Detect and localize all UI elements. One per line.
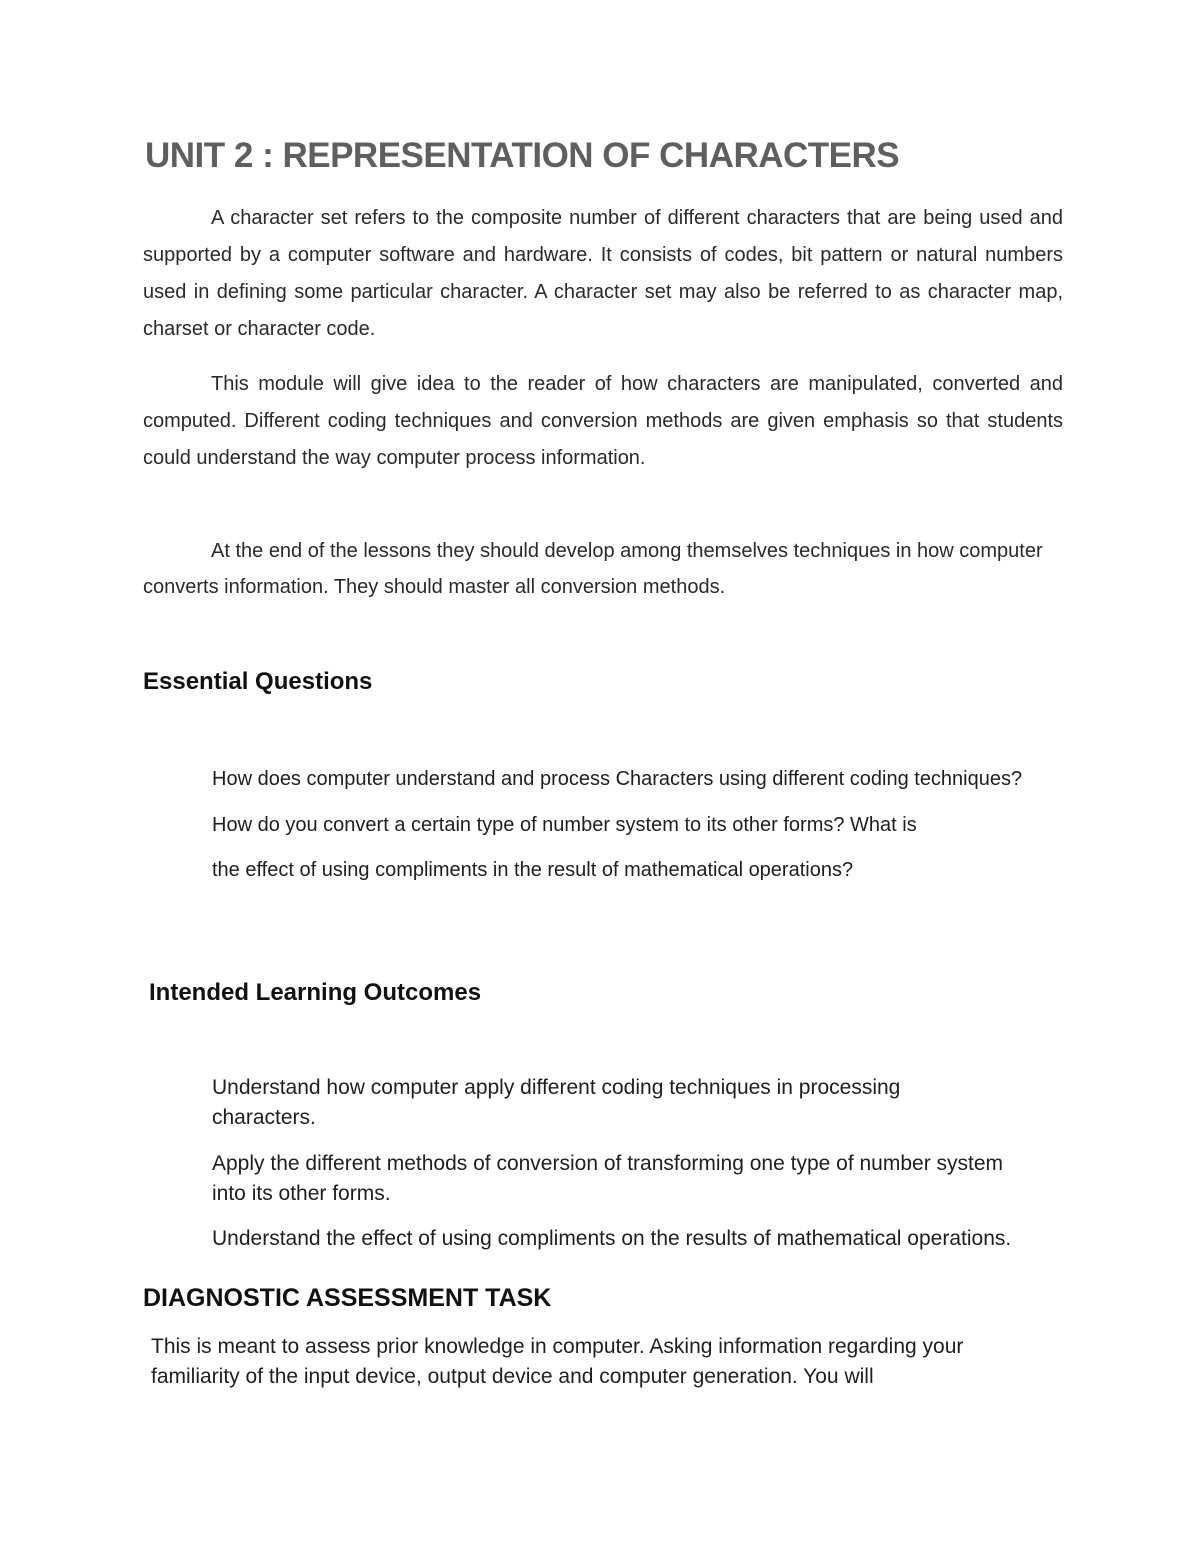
learning-outcome-item: Apply the different methods of conversion of transforming one type of number system into its other forms. bbox=[212, 1152, 1004, 1205]
learning-outcome-item: Understand how computer apply different coding techniques in processing characters. bbox=[212, 1076, 901, 1129]
diagnostic-paragraph: This is meant to assess prior knowledge in computer. Asking information regarding your familiarity of the input device, output device and computer generation. You will bbox=[151, 1335, 964, 1388]
intro-paragraph-2: This module will give idea to the reader of how characters are manipulated, converted and computed. Different coding techniques and conversion methods are given emphasis so that students could understand the way computer process information. bbox=[143, 373, 1063, 469]
learning-outcomes-heading: Intended Learning Outcomes bbox=[149, 979, 482, 1006]
essential-question-item: How does computer understand and process Characters using different coding techniques? bbox=[212, 768, 1023, 790]
unit-title: UNIT 2 : REPRESENTATION OF CHARACTERS bbox=[145, 136, 900, 175]
intro-paragraph-1: A character set refers to the composite number of different characters that are being used and supported by a computer software and hardware. It consists of codes, bit pattern or natural numbers used in defining some particular character. A character set may also be referred to as character map, charset or character code. bbox=[143, 207, 1063, 340]
learning-outcomes-list bbox=[212, 1073, 1062, 1254]
intro-paragraph-3: At the end of the lessons they should develop among themselves techniques in how computer converts information. They should master all conversion methods. bbox=[143, 540, 1043, 598]
essential-questions-heading: Essential Questions bbox=[143, 668, 373, 695]
diagnostic-heading: DIAGNOSTIC ASSESSMENT TASK bbox=[143, 1284, 552, 1312]
essential-question-item: How do you convert a certain type of number system to its other forms? What is bbox=[212, 814, 917, 836]
essential-question-item: the effect of using compliments in the result of mathematical operations? bbox=[212, 859, 854, 881]
essential-questions-list bbox=[212, 764, 1062, 885]
learning-outcome-item: Understand the effect of using compliments on the results of mathematical operations. bbox=[212, 1227, 1012, 1250]
